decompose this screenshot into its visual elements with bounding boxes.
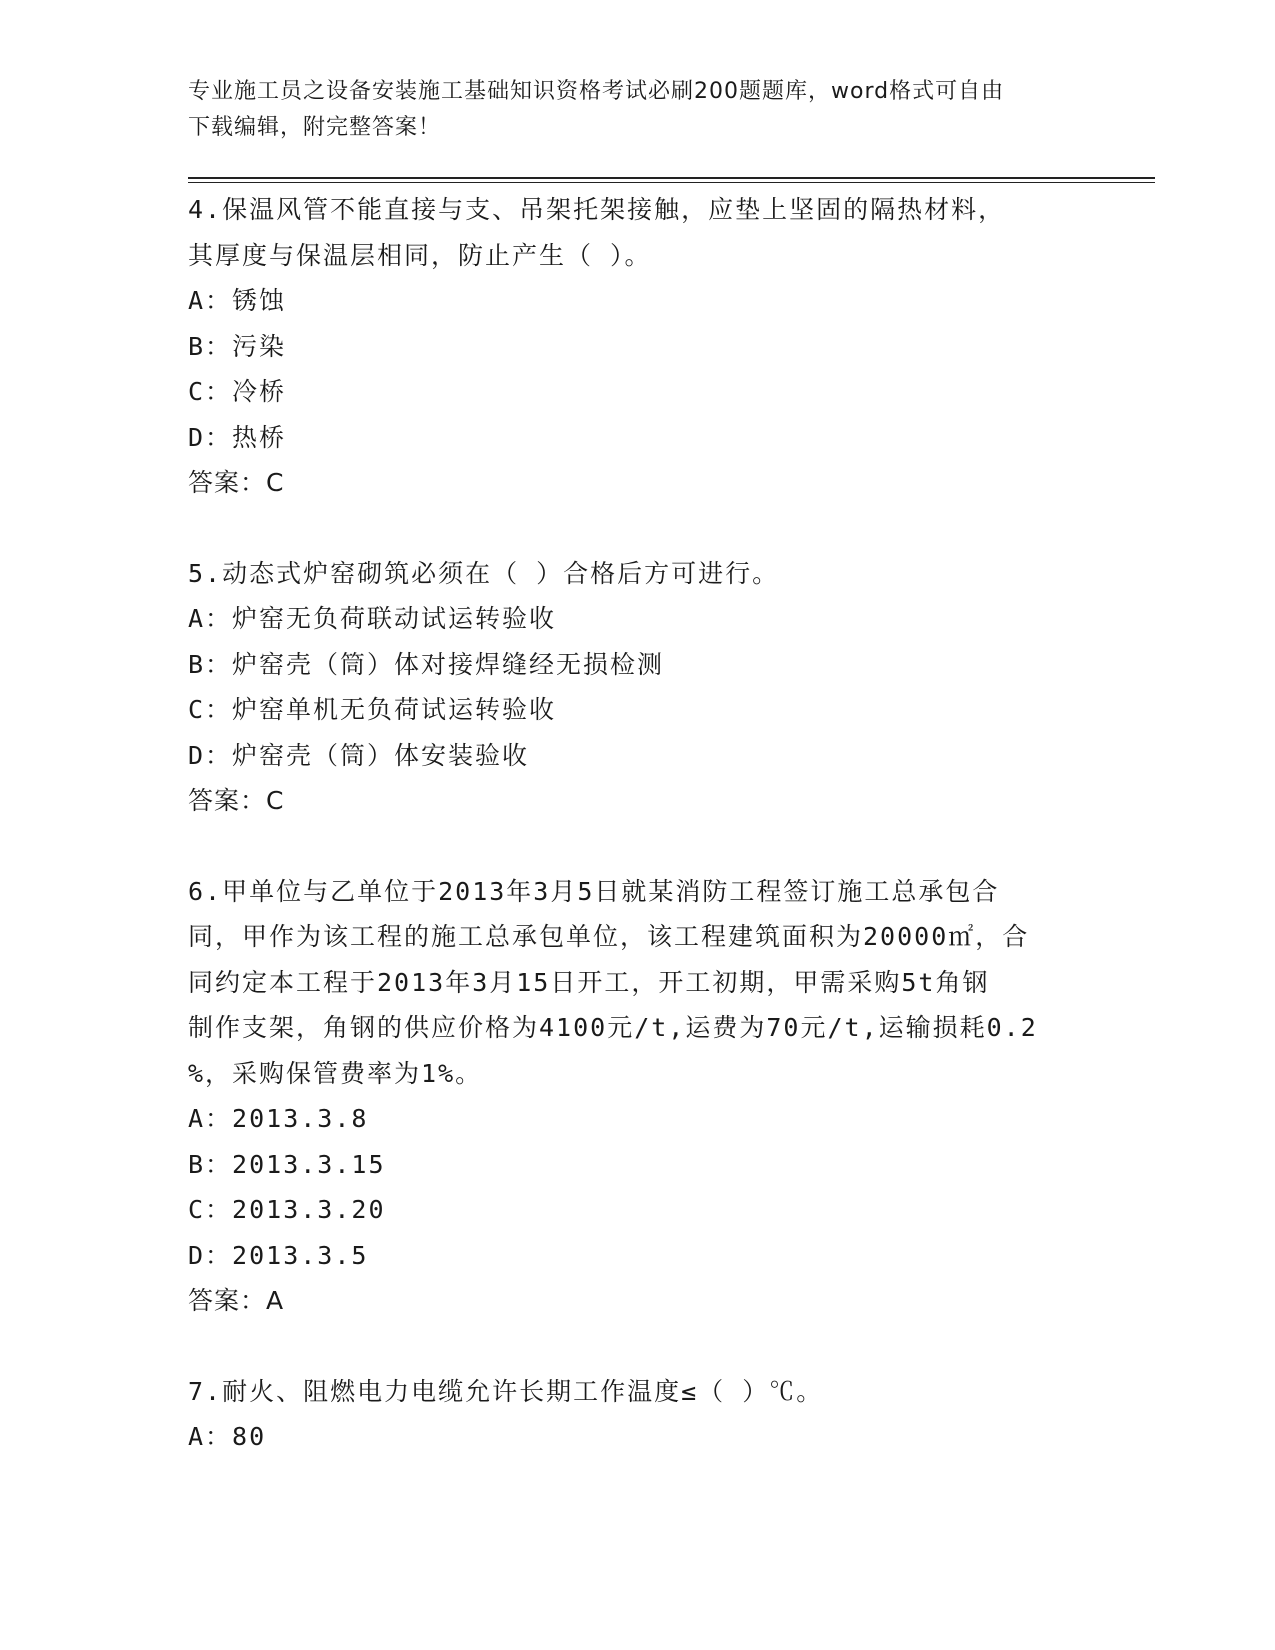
option-a: A：锈蚀: [188, 286, 287, 315]
question-stem-line: %，采购保管费率为1%。: [188, 1058, 483, 1088]
document-header: [188, 74, 1088, 146]
option-a: A：炉窑无负荷联动试运转验收: [188, 604, 557, 633]
question-list: [188, 187, 1088, 1505]
option-c: C：炉窑单机无负荷试运转验收: [188, 695, 557, 724]
question-stem-line: 制作支架，角钢的供应价格为4100元/t,运费为70元/t,运输损耗0.2: [188, 1013, 1038, 1042]
question-7: [188, 1369, 1088, 1460]
option-d: D：热桥: [188, 422, 287, 452]
option-d: D：炉窑壳（筒）体安装验收: [188, 740, 530, 770]
option-b: B：2013.3.15: [188, 1149, 386, 1179]
question-6: [188, 869, 1088, 1324]
question-stem-line: 7.耐火、阻燃电力电缆允许长期工作温度≤（ ）℃。: [188, 1376, 824, 1406]
question-5: [188, 551, 1088, 824]
option-d: D：2013.3.5: [188, 1240, 369, 1270]
question-stem-line: 同约定本工程于2013年3月15日开工，开工初期，甲需采购5t角钢: [188, 967, 990, 997]
option-b: B：炉窑壳（筒）体对接焊缝经无损检测: [188, 649, 665, 679]
question-stem-line: 4.保温风管不能直接与支、吊架托架接触，应垫上坚固的隔热材料，: [188, 195, 1006, 224]
option-b: B：污染: [188, 331, 287, 361]
header-line-2: 下载编辑，附完整答案！: [188, 115, 442, 140]
question-stem-line: 其厚度与保温层相同，防止产生（ ）。: [188, 240, 652, 270]
header-divider-thin: [188, 182, 1155, 183]
option-c: C：2013.3.20: [188, 1195, 386, 1224]
question-stem-line: 6.甲单位与乙单位于2013年3月5日就某消防工程签订施工总承包合: [188, 876, 1000, 906]
header-line-1: 专业施工员之设备安装施工基础知识资格考试必刷200题题库，word格式可自由: [188, 79, 1005, 104]
answer-line: 答案：C: [188, 786, 285, 815]
question-stem-line: 5.动态式炉窑砌筑必须在（ ）合格后方可进行。: [188, 558, 780, 588]
answer-line: 答案：C: [188, 468, 285, 497]
question-stem-line: 同，甲作为该工程的施工总承包单位，该工程建筑面积为20000㎡，合: [188, 922, 1030, 951]
header-divider-thick: [188, 177, 1155, 179]
option-a: A：80: [188, 1422, 267, 1451]
option-c: C：冷桥: [188, 377, 287, 406]
answer-line: 答案：A: [188, 1286, 285, 1315]
question-4: [188, 187, 1088, 506]
option-a: A：2013.3.8: [188, 1104, 369, 1133]
